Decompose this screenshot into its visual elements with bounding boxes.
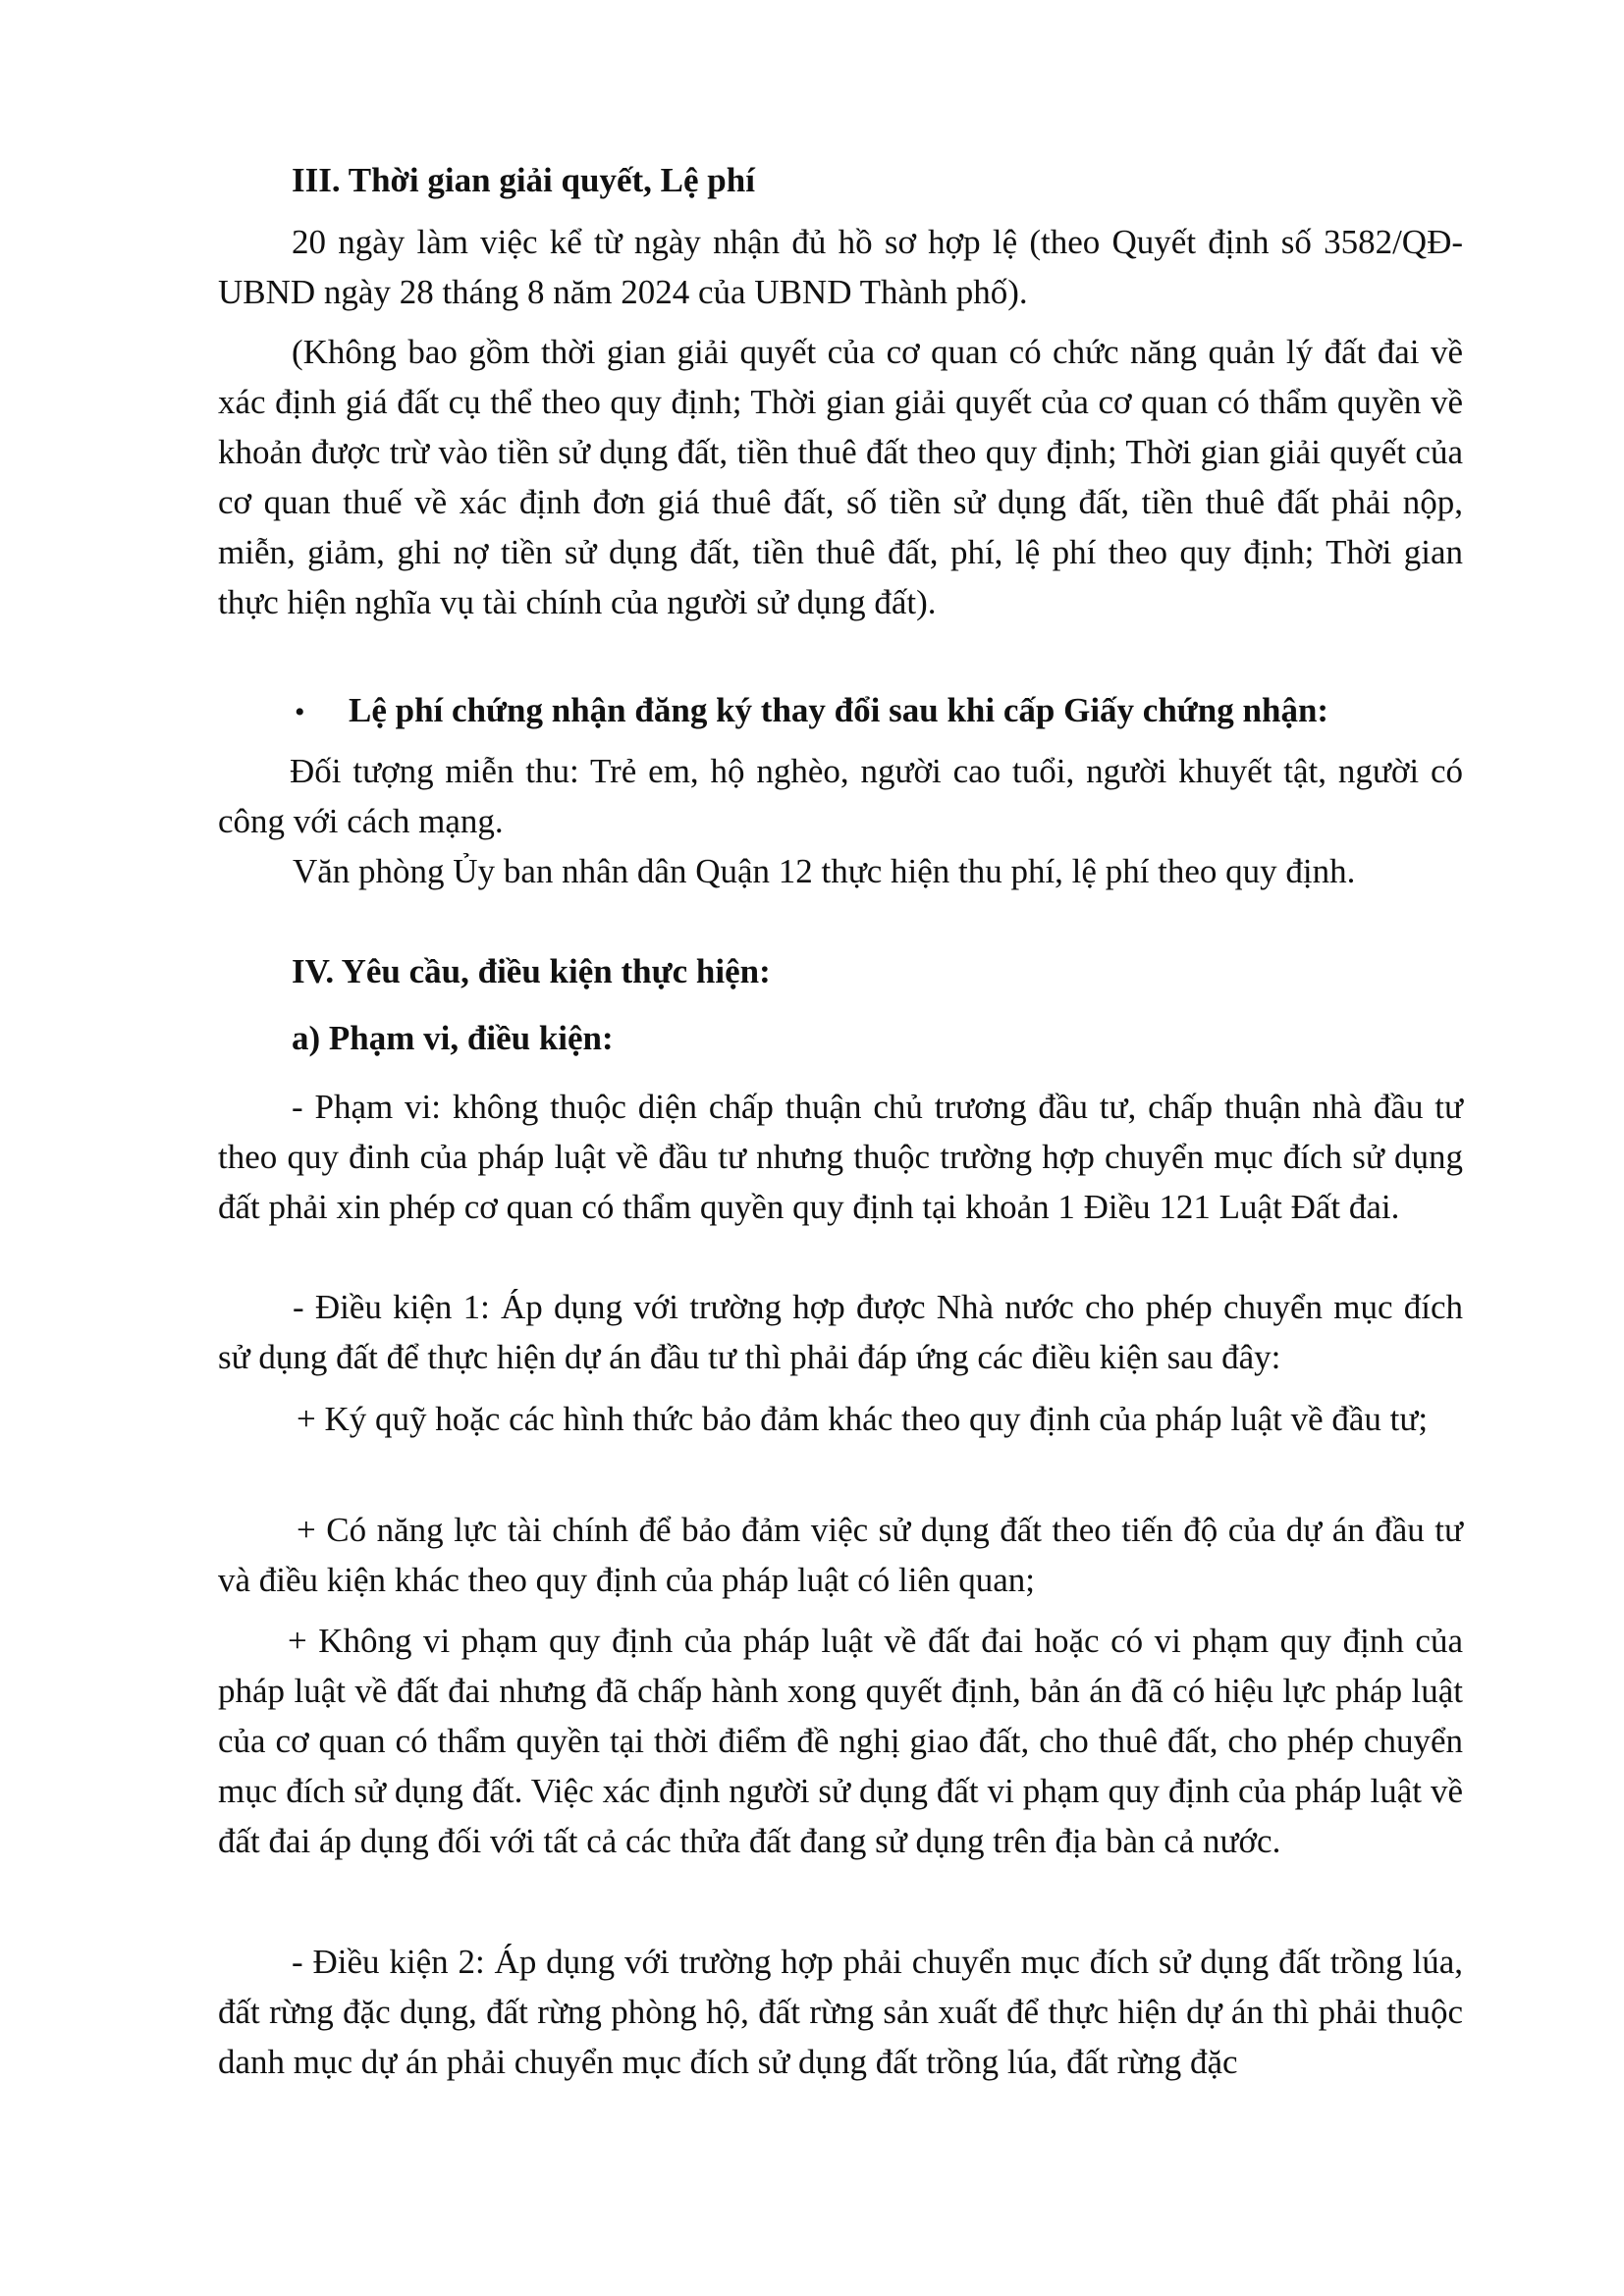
scope-paragraph: - Phạm vi: không thuộc diện chấp thuận chủ trương đầu tư, chấp thuận nhà đầu tư theo quy đinh của pháp luật về đầu tư nhưng thuộc trường hợp chuyển mục đích sử dụng đất phải xin phép cơ quan có thẩm quyền quy định tại khoản 1 Điều 121 Luật Đất đai. [218,1088,1463,1226]
fee-collector-paragraph: Văn phòng Ủy ban nhân dân Quận 12 thực hiện thu phí, lệ phí theo quy định. [293,852,1356,890]
section-iv-heading: IV. Yêu cầu, điều kiện thực hiện: [292,952,771,990]
exclusion-paragraph: (Không bao gồm thời gian giải quyết của cơ quan có chức năng quản lý đất đai về xác định giá đất cụ thể theo quy định; Thời gian giải quyết của cơ quan có thẩm quyền về khoản được trừ vào tiền sử dụng đất, tiền thuê đất theo quy định; Thời gian giải quyết của cơ quan thuế về xác định đơn giá thuê đất, số tiền sử dụng đất, tiền thuê đất phải nộp, miễn, giảm, ghi nợ tiền sử dụng đất, tiền thuê đất, phí, lệ phí theo quy định; Thời gian thực hiện nghĩa vụ tài chính của người sử dụng đất). [218,333,1463,621]
section-iii-heading: III. Thời gian giải quyết, Lệ phí [292,161,755,199]
subsection-a-heading: a) Phạm vi, điều kiện: [292,1019,614,1057]
fee-exemption-paragraph: Đối tượng miễn thu: Trẻ em, hộ nghèo, người cao tuổi, người khuyết tật, người có công với cách mạng. [218,752,1463,840]
condition-1-paragraph: - Điều kiện 1: Áp dụng với trường hợp được Nhà nước cho phép chuyển mục đích sử dụng đất để thực hiện dự án đầu tư thì phải đáp ứng các điều kiện sau đây: [218,1288,1463,1376]
condition-1-item-a: + Ký quỹ hoặc các hình thức bảo đảm khác theo quy định của pháp luật về đầu tư; [297,1400,1429,1438]
condition-1-item-b: + Có năng lực tài chính để bảo đảm việc sử dụng đất theo tiến độ của dự án đầu tư và điều kiện khác theo quy định của pháp luật có liên quan; [218,1511,1463,1599]
bullet-icon: • [295,696,305,728]
fee-bullet-heading: Lệ phí chứng nhận đăng ký thay đổi sau khi cấp Giấy chứng nhận: [349,691,1329,729]
condition-2-paragraph: - Điều kiện 2: Áp dụng với trường hợp phải chuyển mục đích sử dụng đất trồng lúa, đất rừng đặc dụng, đất rừng phòng hộ, đất rừng sản xuất để thực hiện dự án thì phải thuộc danh mục dự án phải chuyển mục đích sử dụng đất trồng lúa, đất rừng đặc [218,1943,1463,2081]
condition-1-item-c: + Không vi phạm quy định của pháp luật về đất đai hoặc có vi phạm quy định của pháp luật về đất đai nhưng đã chấp hành xong quyết định, bản án đã có hiệu lực pháp luật của cơ quan có thẩm quyền tại thời điểm đề nghị giao đất, cho thuê đất, cho phép chuyển mục đích sử dụng đất. Việc xác định người sử dụng đất vi phạm quy định của pháp luật về đất đai áp dụng đối với tất cả các thửa đất đang sử dụng trên địa bàn cả nước. [218,1622,1463,1860]
processing-time-paragraph: 20 ngày làm việc kể từ ngày nhận đủ hồ sơ hợp lệ (theo Quyết định số 3582/QĐ-UBND ngày 28 tháng 8 năm 2024 của UBND Thành phố). [218,223,1463,311]
